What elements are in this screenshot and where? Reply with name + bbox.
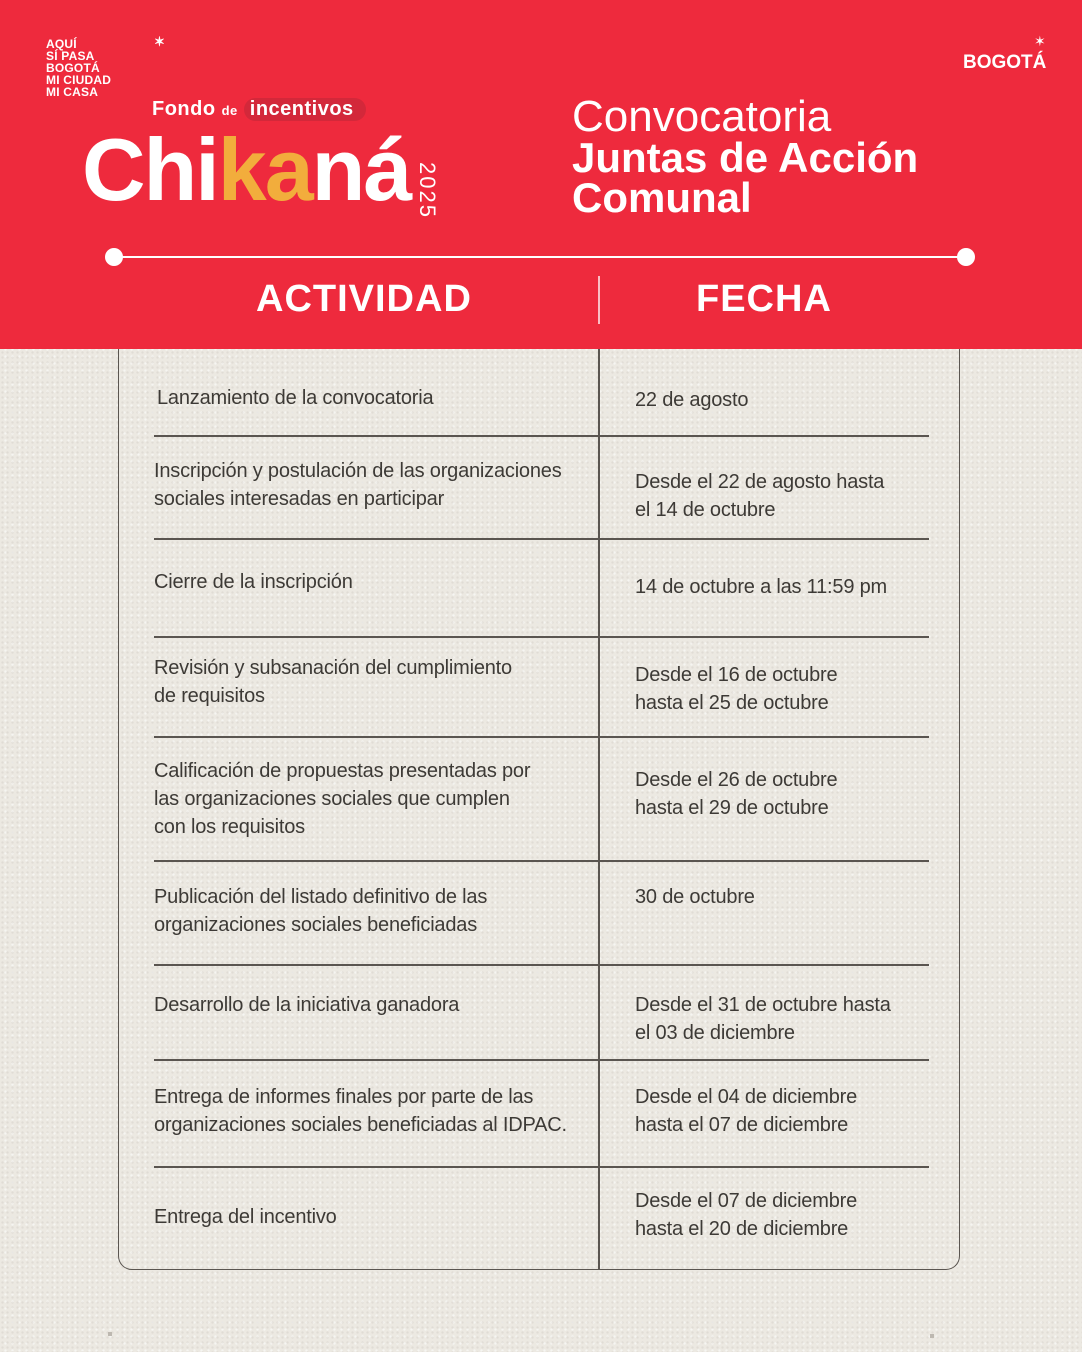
- convocatoria-subtitle: Juntas de Acción Comunal: [572, 134, 919, 221]
- row-2-actividad: Inscripción y postulación de las organizaciones sociales interesadas en participar: [154, 460, 562, 510]
- row-8-actividad: Entrega de informes finales por parte de las organizaciones sociales beneficiadas al IDPAC.: [154, 1086, 567, 1136]
- convocatoria-title: Convocatoria: [572, 92, 832, 141]
- column-header-fecha: FECHA: [696, 278, 832, 320]
- row-divider: [154, 1166, 929, 1168]
- timeline-dot: [105, 248, 123, 266]
- row-3-actividad: Cierre de la inscripción: [154, 571, 353, 593]
- row-1-fecha: 22 de agosto: [635, 389, 749, 411]
- row-6-fecha: 30 de octubre: [635, 886, 755, 908]
- row-6-actividad: Publicación del listado definitivo de las organizaciones sociales beneficiadas: [154, 886, 488, 936]
- row-4-fecha: Desde el 16 de octubre hasta el 25 de octubre: [635, 664, 838, 714]
- row-5-fecha: Desde el 26 de octubre hasta el 29 de octubre: [635, 769, 838, 819]
- row-divider: [154, 1059, 929, 1061]
- row-7-actividad: Desarrollo de la iniciativa ganadora: [154, 994, 460, 1016]
- paper-speck: [108, 1332, 112, 1336]
- timeline-dot: [957, 248, 975, 266]
- row-1-actividad: Lanzamiento de la convocatoria: [157, 387, 434, 409]
- fondo-label: Fondo de incentivos: [152, 98, 366, 121]
- row-4-actividad: Revisión y subsanación del cumplimiento de requisitos: [154, 657, 512, 707]
- header-banner: [0, 0, 1082, 349]
- row-9-fecha: Desde el 07 de diciembre hasta el 20 de diciembre: [635, 1190, 857, 1240]
- column-header-divider: [598, 276, 600, 324]
- row-9-actividad: Entrega del incentivo: [154, 1206, 337, 1228]
- year-label: 2025: [415, 162, 440, 219]
- star-icon: ✶: [154, 34, 166, 49]
- row-3-fecha: 14 de octubre a las 11:59 pm: [635, 576, 887, 598]
- row-divider: [154, 736, 929, 738]
- column-divider: [598, 349, 600, 1270]
- column-header-actividad: ACTIVIDAD: [256, 278, 472, 320]
- row-8-fecha: Desde el 04 de diciembre hasta el 07 de diciembre: [635, 1086, 857, 1136]
- paper-speck: [930, 1334, 934, 1338]
- row-7-fecha: Desde el 31 de octubre hasta el 03 de diciembre: [635, 994, 891, 1044]
- row-5-actividad: Calificación de propuestas presentadas por las organizaciones sociales que cumplen con los requisitos: [154, 760, 531, 838]
- row-2-fecha: Desde el 22 de agosto hasta el 14 de octubre: [635, 471, 885, 521]
- row-divider: [154, 964, 929, 966]
- row-divider: [154, 435, 929, 437]
- row-divider: [154, 636, 929, 638]
- star-icon: ✶: [1034, 33, 1046, 49]
- bogota-logo: BOGOTÁ: [963, 52, 1047, 73]
- slogan-logo: AQUÍ SÍ PASA BOGOTÁ MI CIUDAD MI CASA ✶: [46, 34, 166, 99]
- row-divider: [154, 860, 929, 862]
- timeline-divider: [114, 256, 966, 258]
- row-divider: [154, 538, 929, 540]
- chikana-logo: Chikaná: [82, 120, 411, 219]
